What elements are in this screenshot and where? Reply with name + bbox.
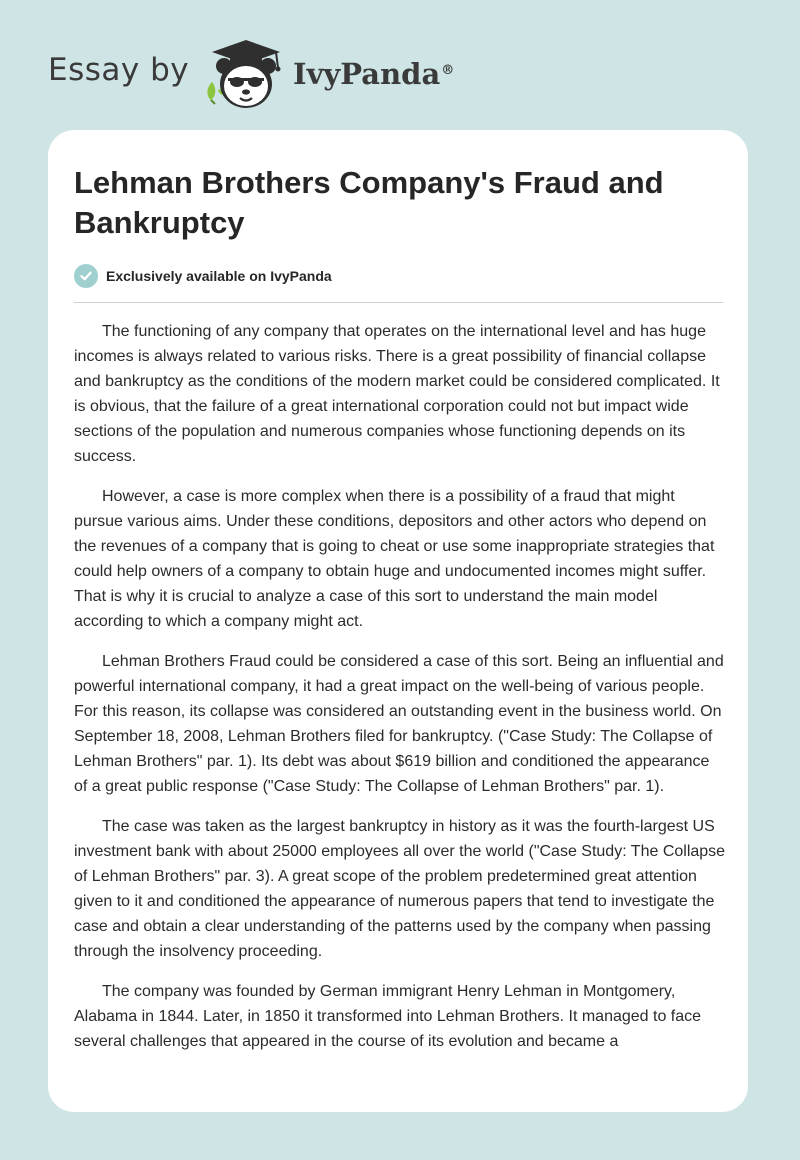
paragraph: The functioning of any company that operates on the international level and has huge incomes is always related to various risks. There is a great possibility of financial collapse and bankruptcy as the conditions of the modern market could be considered complicated. It is obvious, that the failure of a great international corporation could not but impact wide sections of the population and numerous companies whose functioning depends on its success. [74, 323, 720, 465]
ivypanda-logo-text[interactable] [293, 54, 454, 94]
essay-by-label: Essay by [48, 52, 190, 88]
paragraph: Lehman Brothers Fraud could be considered a case of this sort. Being an influential and powerful international company, it had a great impact on the well-being of various people. For this reason, its collapse was considered an outstanding event in the business world. On September 18, 2008, Lehman Brothers filed for bankruptcy. ("Case Study: The Collapse of Lehman Brothers" par. 1). Its debt was about $619 billion and conditioned the appearance of a great public response ("Case Study: The Collapse of Lehman Brothers" par. 1). [74, 653, 724, 795]
paragraph: The case was taken as the largest bankruptcy in history as it was the fourth-largest US investment bank with about 25000 employees all over the world ("Case Study: The Collapse of Lehman Brothers" par. 3). A great scope of the problem predetermined great attention given to it and conditioned the appearance of numerous papers that tend to investigate the case and obtain a clear understanding of the patterns used by the company when passing through the insolvency proceeding. [74, 818, 726, 960]
paragraph: The company was founded by German immigrant Henry Lehman in Montgomery, Alabama in 1844. Later, in 1850 it transformed into Lehman Brothers. It managed to face several challenges that appeared in the course of its evolution and became a [74, 983, 702, 1050]
article-body [74, 319, 726, 1069]
exclusive-badge [74, 264, 332, 288]
paragraph: However, a case is more complex when there is a possibility of a fraud that might pursue various aims. Under these conditions, depositors and other actors who depend on the revenues of a company that is going to cheat or use some inappropriate strategies that could help owners of a company to obtain huge and undocumented incomes might suffer. That is why it is crucial to analyze a case of this sort to understand the main model according to which a company might act. [74, 488, 715, 630]
divider [74, 302, 723, 303]
article-card [48, 130, 748, 1112]
exclusive-badge-label: Exclusively available on IvyPanda [106, 268, 332, 284]
page-title: Lehman Brothers Company's Fraud and Bankruptcy [74, 165, 664, 240]
check-icon [74, 264, 98, 288]
panda-graduate-icon[interactable] [202, 38, 284, 110]
brand-name: IvyPanda [293, 57, 441, 91]
site-header [0, 0, 800, 120]
trademark-symbol: ® [441, 63, 455, 78]
